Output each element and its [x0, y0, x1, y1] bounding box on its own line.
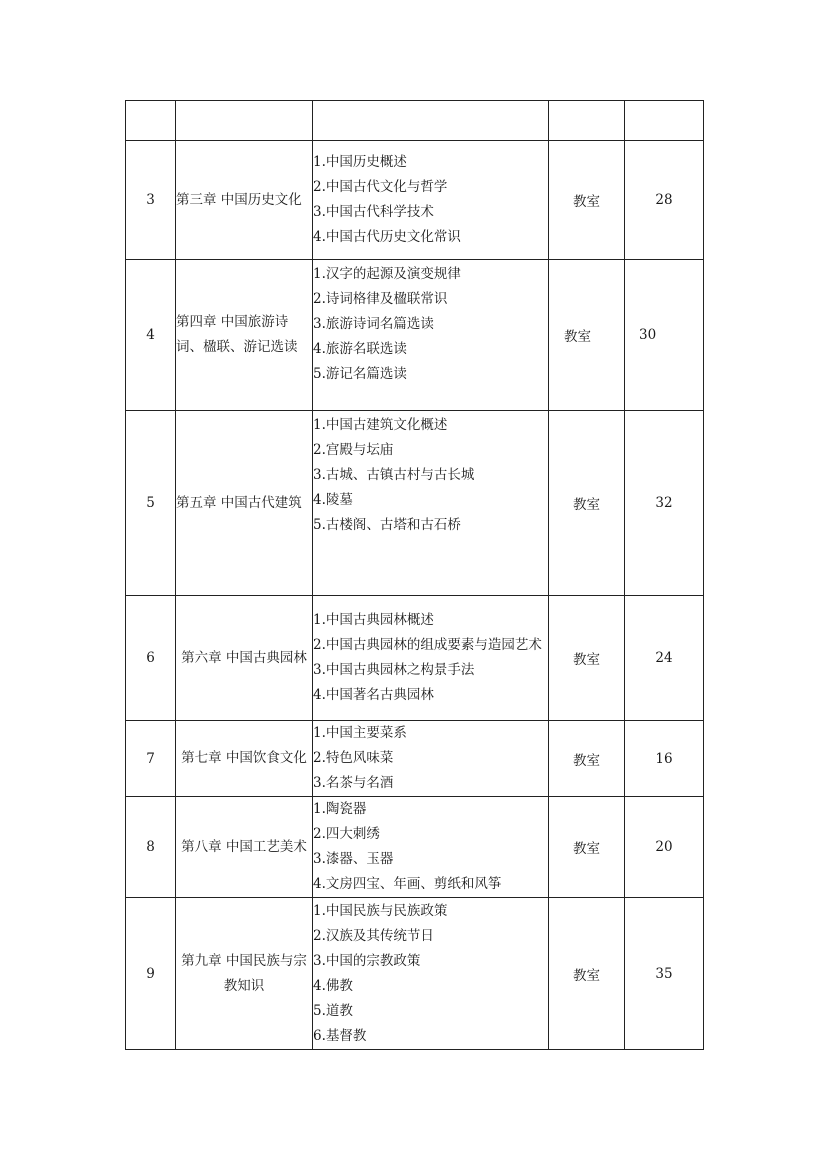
teaching-place: 教室	[549, 721, 625, 797]
content-item: 2.宫殿与坛庙	[313, 442, 394, 458]
content-item: 5.道教	[313, 1002, 353, 1019]
chapter-content	[313, 596, 549, 721]
content-item: 5.游记名篇选读	[313, 366, 407, 382]
content-item: 4.佛教	[313, 977, 353, 994]
content-item: 1.陶瓷器	[313, 801, 367, 817]
content-item: 5.古楼阁、古塔和古石桥	[313, 517, 461, 533]
content-item: 4.陵墓	[313, 492, 353, 508]
chapter-content	[313, 260, 549, 411]
content-item: 1.汉字的起源及演变规律	[313, 266, 461, 282]
cell-hours	[625, 101, 704, 141]
chapter-title: 第八章 中国工艺美术	[176, 797, 313, 898]
table-row	[126, 797, 704, 898]
row-number: 7	[126, 721, 176, 797]
row-number: 8	[126, 797, 176, 898]
table-row	[126, 596, 704, 721]
chapter-title: 第六章 中国古典园林	[176, 596, 313, 721]
chapter-content	[313, 797, 549, 898]
content-item: 4.中国著名古典园林	[313, 687, 434, 703]
table-row	[126, 260, 704, 411]
content-item: 2.中国古代文化与哲学	[313, 179, 448, 195]
content-item: 3.中国的宗教政策	[313, 952, 421, 969]
row-number: 9	[126, 898, 176, 1050]
class-hours: 28	[625, 141, 704, 260]
teaching-place: 教室	[549, 797, 625, 898]
course-schedule-table	[125, 100, 704, 1050]
class-hours: 32	[625, 411, 704, 596]
cell-place	[549, 101, 625, 141]
content-item: 1.中国古典园林概述	[313, 612, 434, 628]
content-item: 1.中国民族与民族政策	[313, 902, 448, 919]
content-item: 4.旅游名联选读	[313, 341, 407, 357]
chapter-content	[313, 141, 549, 260]
cell-no	[126, 101, 176, 141]
content-item: 1.中国历史概述	[313, 154, 407, 170]
content-item: 1.中国古建筑文化概述	[313, 417, 448, 433]
table-row	[126, 411, 704, 596]
table-row	[126, 141, 704, 260]
content-item: 3.中国古代科学技术	[313, 204, 434, 220]
content-item: 2.特色风味菜	[313, 750, 394, 766]
chapter-title: 第七章 中国饮食文化	[176, 721, 313, 797]
content-item: 4.文房四宝、年画、剪纸和风筝	[313, 876, 502, 892]
content-item: 6.基督教	[313, 1027, 367, 1044]
class-hours: 16	[625, 721, 704, 797]
cell-chapter	[176, 101, 313, 141]
teaching-place: 教室	[549, 141, 625, 260]
chapter-title: 第五章 中国古代建筑	[176, 411, 313, 596]
table-row	[126, 898, 704, 1050]
row-number: 4	[126, 260, 176, 411]
row-number: 3	[126, 141, 176, 260]
content-item: 2.汉族及其传统节日	[313, 927, 434, 944]
content-item: 2.诗词格律及楹联常识	[313, 291, 448, 307]
content-item: 2.中国古典园林的组成要素与造园艺术	[313, 637, 542, 653]
content-item: 3.古城、古镇古村与古长城	[313, 467, 475, 483]
content-item: 3.名茶与名酒	[313, 775, 394, 791]
teaching-place: 教室	[549, 260, 625, 411]
class-hours: 35	[625, 898, 704, 1050]
table-row	[126, 721, 704, 797]
content-item: 3.中国古典园林之构景手法	[313, 662, 475, 678]
content-item: 3.旅游诗词名篇选读	[313, 316, 434, 332]
content-item: 1.中国主要菜系	[313, 725, 407, 741]
chapter-title: 第三章 中国历史文化	[176, 141, 313, 260]
row-number: 6	[126, 596, 176, 721]
class-hours: 30	[625, 260, 704, 411]
class-hours: 24	[625, 596, 704, 721]
content-item: 3.漆器、玉器	[313, 851, 394, 867]
chapter-content	[313, 721, 549, 797]
table-row-empty	[126, 101, 704, 141]
cell-content	[313, 101, 549, 141]
teaching-place: 教室	[549, 898, 625, 1050]
teaching-place: 教室	[549, 596, 625, 721]
row-number: 5	[126, 411, 176, 596]
chapter-title: 第九章 中国民族与宗教知识	[176, 898, 313, 1050]
chapter-content	[313, 898, 549, 1050]
chapter-title: 第四章 中国旅游诗词、楹联、游记选读	[176, 260, 313, 411]
content-item: 2.四大刺绣	[313, 826, 380, 842]
teaching-place: 教室	[549, 411, 625, 596]
content-item: 4.中国古代历史文化常识	[313, 229, 461, 245]
chapter-content	[313, 411, 549, 596]
class-hours: 20	[625, 797, 704, 898]
